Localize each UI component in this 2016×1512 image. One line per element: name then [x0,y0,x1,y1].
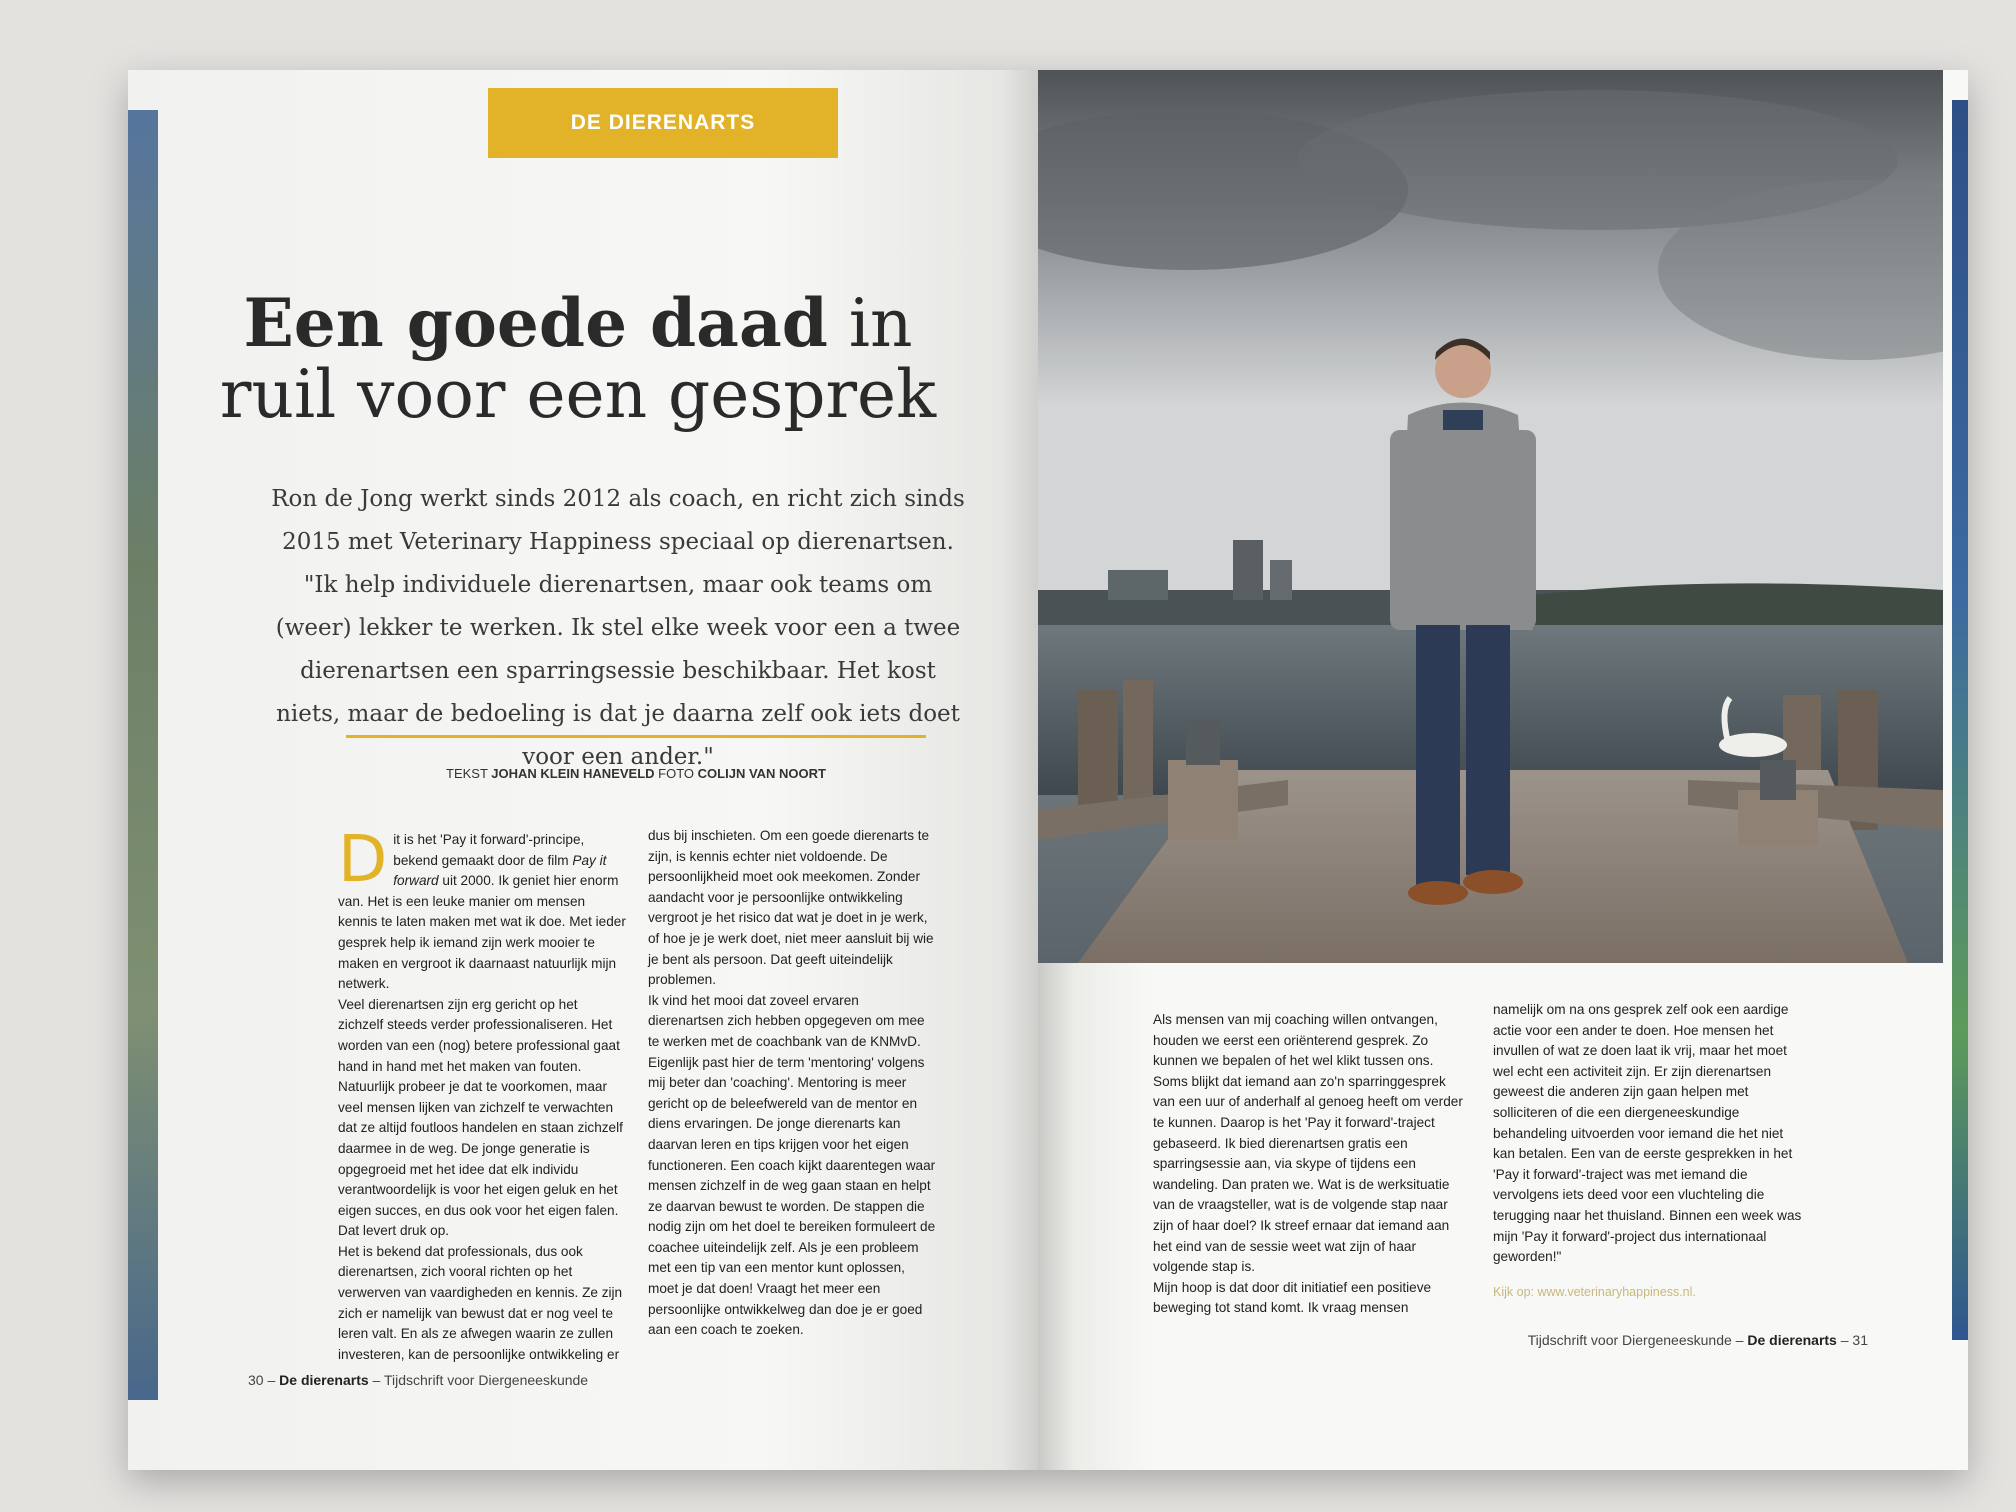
body-text: it is het 'Pay it forward'-principe, bekend gemaakt door de film [393,832,585,868]
body-column-3 [1153,1010,1463,1319]
page-edge-strip [1952,100,1968,1340]
body-column-1 [338,823,626,1365]
drop-cap: D [338,823,388,897]
page-folio-right [1528,1332,1868,1348]
page-number: 31 [1852,1332,1868,1348]
website-link[interactable]: Kijk op: www.veterinaryhappiness.nl. [1493,1284,1696,1299]
photo-illustration [1038,70,1943,963]
headline-line2: ruil voor een gesprek [219,356,937,434]
right-page [1038,70,1968,1470]
body-column-4 [1493,1000,1803,1302]
body-text: uit 2000. Ik geniet hier enorm van. Het is een leuke manier om mensen kennis te laten maken met wat ik doe. Met ieder gesprek help ik iemand zijn werk mooier te maken en vergroot ik daarnaast natuurlijk mijn netwerk. [338,873,626,992]
headline-normal: in [827,285,913,362]
divider-rule [346,735,926,738]
article-headline [188,284,968,434]
page-number: 30 [248,1372,264,1388]
headline-bold: Een goede daad [243,284,828,362]
folio-separator: – [263,1372,280,1388]
credit-text-name: JOHAN KLEIN HANEVELD [491,766,655,781]
magazine-name: De dierenarts [1747,1332,1837,1348]
left-page [128,70,1038,1470]
journal-name: Tijdschrift voor Diergeneeskunde [383,1372,589,1388]
magazine-name: De dierenarts [279,1372,369,1388]
page-edge-photo-strip [128,110,158,1400]
folio-separator: – [368,1372,384,1388]
body-column-2 [648,826,936,1341]
body-paragraph: namelijk om na ons gesprek zelf ook een aardige actie voor een ander te doen. Hoe mensen het invullen of wat ze doen laat ik vrij, maar het moet wel echt een activiteit zijn. Er zijn dierenartsen geweest die anderen zijn gaan helpen met solliciteren of die een diergeneeskundige behandeling uitvoerden voor iemand die het niet kan betalen. Een van de eerste gesprekken in het 'Pay it forward'-traject was met iemand die vervolgens iets deed voor een vluchteling die terugging naar het thuisland. Binnen een week was mijn 'Pay it forward'-project dus internationaal geworden!" [1493,1002,1802,1265]
body-paragraph: Het is bekend dat professionals, dus ook dierenartsen, zich vooral richten op het verwerven van vaardigheden en kennis. Ze zijn zich er namelijk van bewust dat er nog veel te leren valt. En als ze afwegen waarin ze zullen investeren, kan de persoonlijke ontwikkeling er [338,1243,623,1362]
body-paragraph: Mijn hoop is dat door dit initiatief een positieve beweging tot stand komt. Ik vraag mensen [1153,1279,1432,1316]
body-paragraph: Ik vind het mooi dat zoveel ervaren dierenartsen zich hebben opgegeven om mee te werken met de coachbank van de KNMvD. Eigenlijk past hier de term 'mentoring' volgens mij beter dan 'coaching'. Mentoring is meer gericht op de beleefwereld van de mentor en diens ervaringen. De jonge dierenarts kan daarvan leren en tips krijgen voor het eigen functioneren. Een coach kijkt daarentegen waar mensen zichzelf in de weg gaan staan en helpt ze daarvan bewust te worden. De stappen die nodig zijn om het doel te bereiken formuleert de coachee uiteindelijk zelf. Als je een probleem met een tip van een mentor kunt oplossen, moet je dat doen! Vraagt het meer een persoonlijke ontwikkelweg dan doe je er goed aan een coach te zoeken. [648,992,936,1338]
folio-separator: – [1731,1332,1748,1348]
journal-name: Tijdschrift voor Diergeneeskunde [1527,1332,1732,1348]
magazine-spread [128,70,1968,1470]
credit-photo-name: COLIJN VAN NOORT [697,766,826,781]
credit-text-label: TEKST [446,766,488,781]
article-credits [346,766,926,781]
portrait-photo [1038,70,1943,963]
article-intro: Ron de Jong werkt sinds 2012 als coach, en richt zich sinds 2015 met Veterinary Happiness speciaal op dierenartsen. "Ik help individuele dierenartsen, maar ook teams om (weer) lekker te werken. Ik stel elke week voor een a twee dierenartsen een sparringsessie beschikbaar. Het kost niets, maar de bedoeling is dat je daarna zelf ook iets doet voor een ander." [271,486,965,770]
body-paragraph: Veel dierenartsen zijn erg gericht op het zichzelf steeds verder professionaliseren. Het worden van een (nog) betere professional gaat hand in hand met het maken van fouten. Natuurlijk probeer je dat te voorkomen, maar veel mensen lijken van zichzelf te verwachten dat ze altijd foutloos handelen en staan zichzelf daarmee in de weg. De jonge generatie is opgegroeid met het idee dat elk individu verantwoordelijk is voor het eigen geluk en het eigen succes, en dus ook voor het eigen falen. Dat levert druk op. [338,996,623,1239]
film-title: Pay it forward [393,852,607,889]
folio-separator: – [1836,1332,1853,1348]
body-paragraph: dus bij inschieten. Om een goede dierenarts te zijn, is kennis echter niet voldoende. De persoonlijkheid moet ook meekomen. Zonder aandacht voor je persoonlijke ontwikkeling vergroot je het risico dat wat je doet in je werk, of hoe je je werk doet, niet meer aansluit bij wie je bent als persoon. Dat geeft uiteindelijk problemen. [648,828,934,988]
body-paragraph: Als mensen van mij coaching willen ontvangen, houden we eerst een oriënterend gesprek. Zo kunnen we bepalen of het wel klikt tussen ons. Soms blijkt dat iemand aan zo'n sparringgesprek van een uur of anderhalf al genoeg heeft om verder te kunnen. Daarop is het 'Pay it forward'-traject gebaseerd. Ik bied dierenartsen gratis een sparringsessie aan, via skype of tijdens een wandeling. Dan praten we. Wat is de werksituatie van de vraagsteller, wat is de volgende stap naar zijn of haar doel? Ik streef ernaar dat iemand aan het eind van de sessie weet wat zijn of haar volgende stap is. [1153,1012,1463,1275]
page-folio-left [248,1372,588,1388]
credit-photo-label: FOTO [658,766,695,781]
category-banner: DE DIERENARTS [488,88,838,158]
